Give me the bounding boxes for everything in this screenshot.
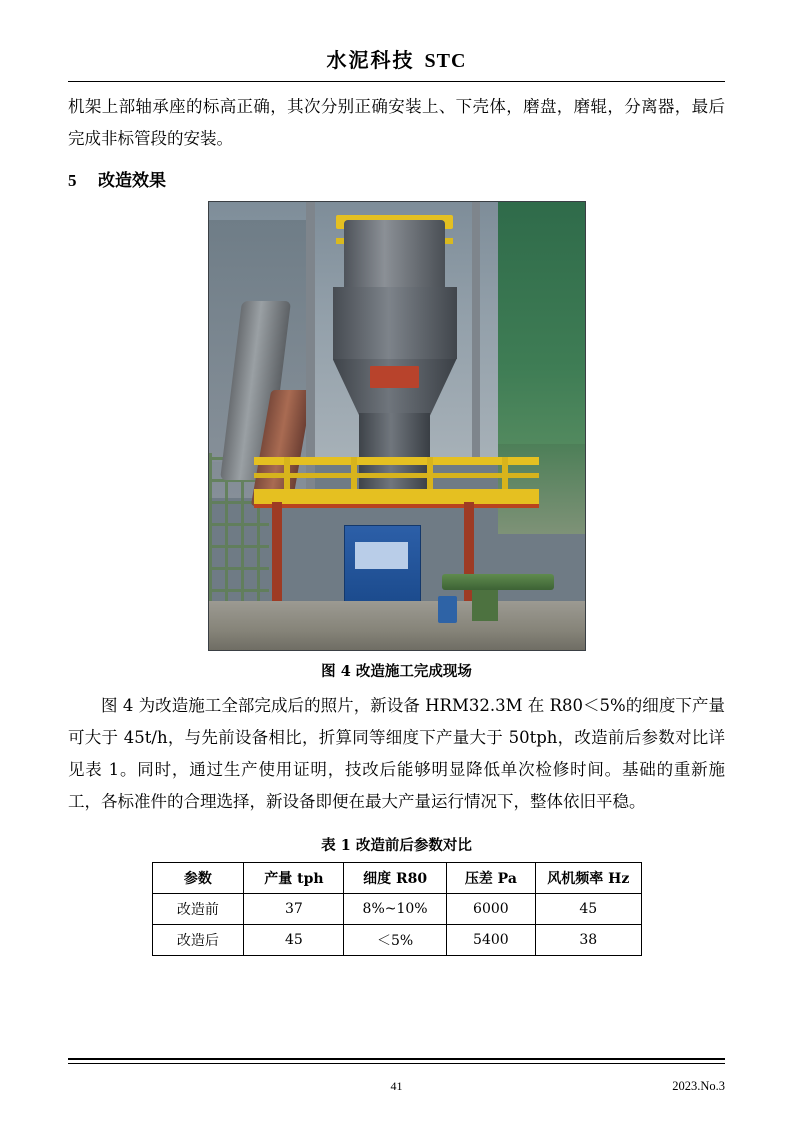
table-header-cell: 细度 R80: [344, 863, 446, 894]
photo-blue-drum: [438, 596, 457, 623]
photo-cabinet-label: [355, 542, 408, 569]
section-number: 5: [68, 171, 77, 190]
photo-platform-deck: [254, 489, 540, 504]
photo-mill-drum: [359, 413, 430, 494]
plant-photo: [208, 201, 586, 651]
figure-caption: 图 4 改造施工完成现场: [321, 663, 472, 680]
photo-green-pipe-valve: [472, 590, 498, 621]
paragraph-results: 图 4 为改造施工全部完成后的照片，新设备 HRM32.3M 在 R80＜5%的细度下产量可大于 45t/h，与先前设备相比，折算同等细度下产量大于 50tph，改造前后参数对比详见表 1。同时，通过生产使用证明，技改后能够明显降低单次检修时间。基础的重新施工，各标准件的合理选择，新设备即便在最大产量运行情况下，整体依旧平稳。: [68, 696, 725, 811]
photo-ground: [209, 601, 585, 650]
section-title: 改造效果: [98, 171, 166, 191]
table-header-row: [152, 863, 641, 894]
paragraph-top: 机架上部轴承座的标高正确，其次分别正确安装上、下壳体，磨盘，磨辊，分离器，最后完成非标管段的安装。: [68, 97, 725, 148]
table-cell: 45: [244, 925, 344, 956]
table-cell: 5400: [446, 925, 535, 956]
table-cell: 6000: [446, 894, 535, 925]
page-footer: [68, 1079, 725, 1094]
photo-mill-top: [344, 220, 446, 287]
table-row: [152, 925, 641, 956]
table-row: [152, 894, 641, 925]
photo-mill-logo: [370, 366, 419, 388]
table-caption: 表 1 改造前后参数对比: [321, 837, 472, 854]
comparison-table: [152, 862, 642, 956]
photo-green-pipe: [442, 574, 555, 590]
photo-steel-beam-left: [306, 202, 314, 498]
table-cell: 38: [536, 925, 641, 956]
table-header-cell: 风机频率 Hz: [536, 863, 641, 894]
photo-green-wall: [498, 202, 584, 480]
photo-steel-beam-right: [472, 202, 480, 462]
page-number: 41: [390, 1079, 403, 1093]
footer-divider: [68, 1058, 725, 1064]
table-cell: ＜5%: [344, 925, 446, 956]
figure-block: [68, 201, 725, 681]
page-header: [68, 0, 725, 73]
table-cell: 37: [244, 894, 344, 925]
table-header-cell: 参数: [152, 863, 244, 894]
table-cell: 改造前: [152, 894, 244, 925]
photo-platform-railing: [254, 457, 540, 464]
section-heading: [68, 167, 725, 195]
photo-mill-body: [333, 287, 457, 359]
footer-divider-thin: [68, 1063, 725, 1064]
issue-label: 2023.No.3: [672, 1079, 725, 1093]
table-header-cell: 压差 Pa: [446, 863, 535, 894]
footer-divider-thick: [68, 1058, 725, 1060]
journal-title-en: STC: [424, 50, 467, 72]
table-cell: 45: [536, 894, 641, 925]
table-cell: 8%~10%: [344, 894, 446, 925]
photo-platform-railing-bar: [254, 473, 540, 478]
table-cell: 改造后: [152, 925, 244, 956]
journal-title-cn: 水泥科技: [326, 48, 415, 72]
table-header-cell: 产量 tph: [244, 863, 344, 894]
